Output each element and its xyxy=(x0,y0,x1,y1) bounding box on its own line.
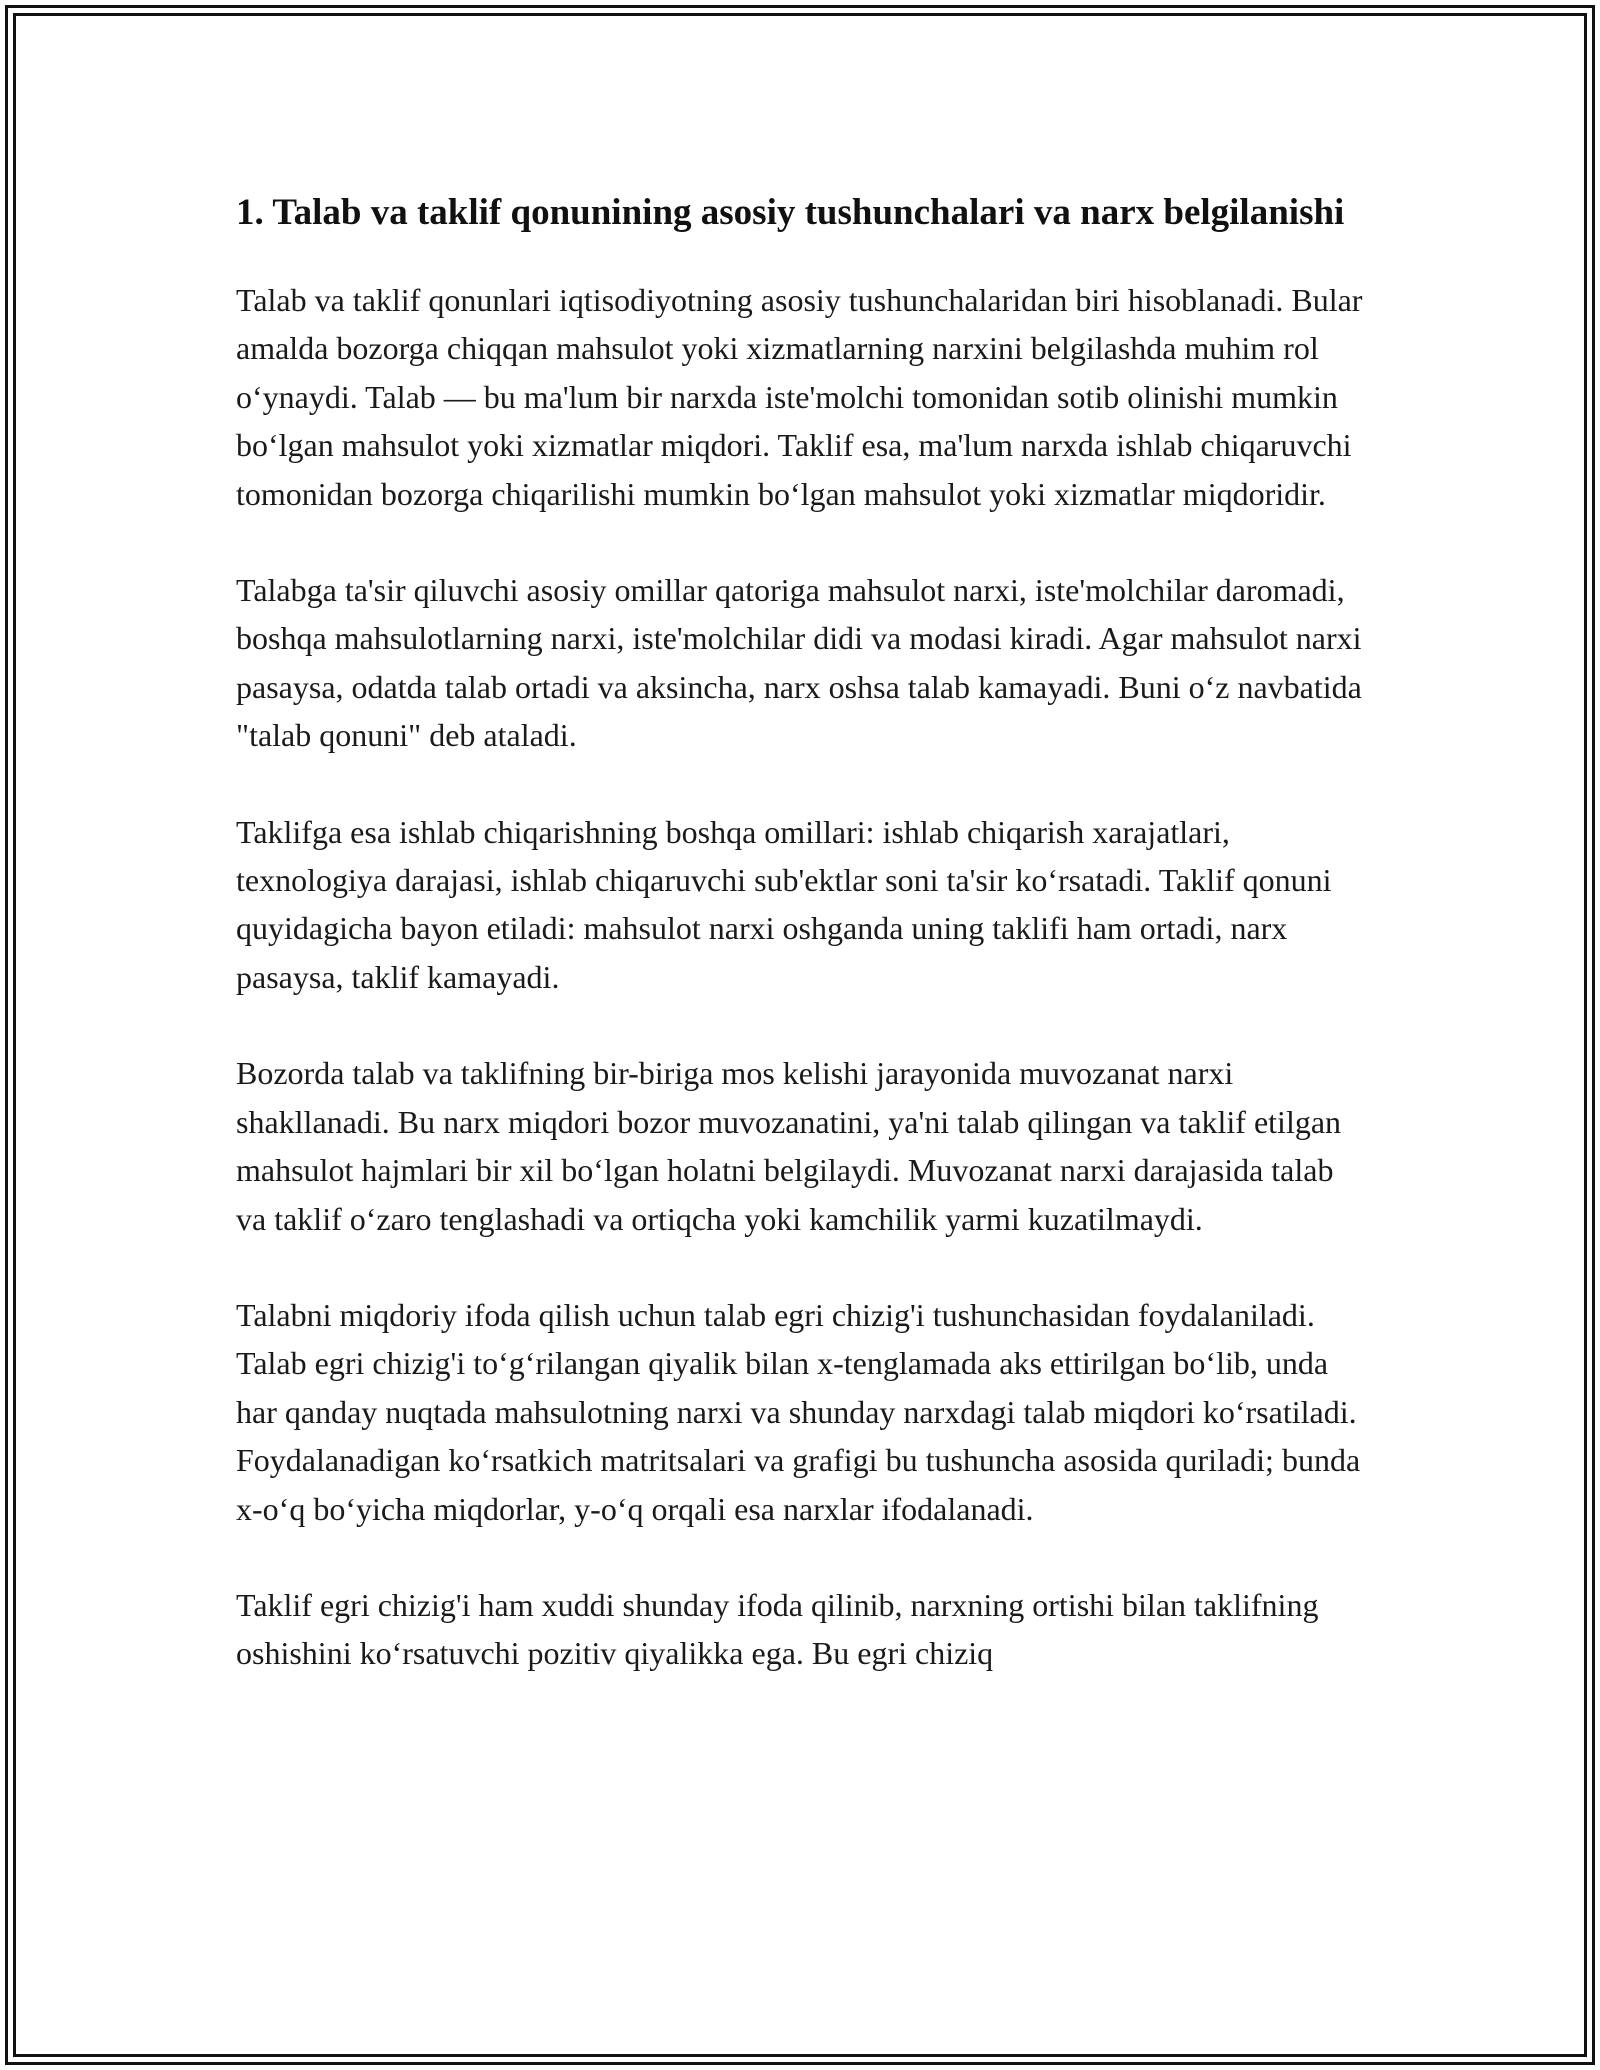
document-body xyxy=(236,186,1366,1678)
paragraph-6: Taklif egri chizig'i ham xuddi shunday ifoda qilinib, narxning ortishi bilan taklifning oshishini ko‘rsatuvchi pozitiv qiyalikka ega. Bu egri chiziq xyxy=(236,1586,1319,1672)
paragraph-3: Taklifga esa ishlab chiqarishning boshqa omillari: ishlab chiqarish xarajatlari, texnologiya darajasi, ishlab chiqaruvchi sub'ektlar soni ta'sir ko‘rsatadi. Taklif qonuni quyidagicha bayon etiladi: mahsulot narxi oshganda uning taklifi ham ortadi, narx pasaysa, taklif kamayadi. xyxy=(236,813,1332,995)
paragraph-1: Talab va taklif qonunlari iqtisodiyotning asosiy tushunchalaridan biri hisoblanadi. Bular amalda bozorga chiqqan mahsulot yoki xizmatlarning narxini belgilashda muhim rol o‘ynaydi. Talab — bu ma'lum bir narxda iste'molchi tomonidan sotib olinishi mumkin bo‘lgan mahsulot yoki xizmatlar miqdori. Taklif esa, ma'lum narxda ishlab chiqaruvchi tomonidan bozorga chiqarilishi mumkin bo‘lgan mahsulot yoki xizmatlar miqdoridir. xyxy=(236,282,1363,512)
paragraph-4: Bozorda talab va taklifning bir-biriga mos kelishi jarayonida muvozanat narxi shakllanadi. Bu narx miqdori bozor muvozanatini, ya'ni talab qilingan va taklif etilgan mahsulot hajmlari bir xil bo‘lgan holatni belgilaydi. Muvozanat narxi darajasida talab va taklif o‘zaro tenglashadi va ortiqcha yoki kamchilik yarmi kuzatilmaydi. xyxy=(236,1055,1342,1237)
section-heading: 1. Talab va taklif qonunining asosiy tushunchalari va narx belgilanishi xyxy=(236,192,1345,233)
paragraph-2: Talabga ta'sir qiluvchi asosiy omillar qatoriga mahsulot narxi, iste'molchilar daromadi, boshqa mahsulotlarning narxi, iste'molchilar didi va modasi kiradi. Agar mahsulot narxi pasaysa, odatda talab ortadi va aksincha, narx oshsa talab kamayadi. Buni o‘z navbatida "talab qonuni" deb ataladi. xyxy=(236,572,1362,754)
paragraph-5: Talabni miqdoriy ifoda qilish uchun talab egri chizig'i tushunchasidan foydalaniladi. Talab egri chizig'i to‘g‘rilangan qiyalik bilan x-tenglamada aks ettirilgan bo‘lib, unda har qanday nuqtada mahsulotning narxi va shunday narxdagi talab miqdori ko‘rsatiladi. Foydalanadigan ko‘rsatkich matritsalari va grafigi bu tushuncha asosida quriladi; bunda x-o‘q bo‘yicha miqdorlar, y-o‘q orqali esa narxlar ifodalanadi. xyxy=(236,1296,1361,1527)
